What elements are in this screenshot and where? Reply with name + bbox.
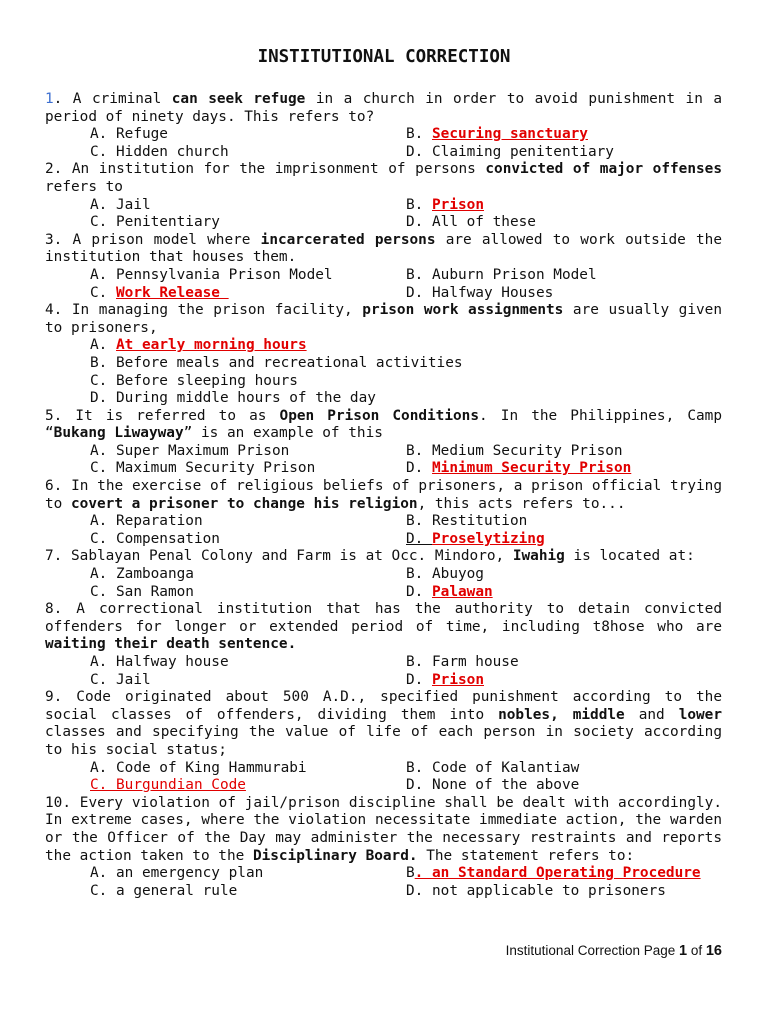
correct-answer: Proselytizing <box>432 530 545 547</box>
choices-row <box>45 777 722 795</box>
question-4 <box>45 302 722 337</box>
correct-answer: Securing sanctuary <box>432 126 588 143</box>
choice-a: A. Reparation <box>90 513 203 530</box>
choice-c: C. San Ramon <box>90 583 194 600</box>
choices-row <box>45 197 722 215</box>
choice-b: B. Medium Security Prison <box>406 442 623 459</box>
question-5 <box>45 408 722 443</box>
choices-row <box>45 865 722 883</box>
question-text: are usually given to prisoners, <box>45 302 722 336</box>
question-keyword: Open Prison Conditions <box>279 407 480 424</box>
question-keyword: nobles, middle <box>498 706 625 723</box>
correct-answer: . an Standard Operating Procedure <box>414 865 701 882</box>
question-8 <box>45 601 722 654</box>
choice-b: B. Auburn Prison Model <box>406 266 597 283</box>
page-footer <box>506 941 722 961</box>
correct-answer: Prison <box>432 671 484 688</box>
choices-row <box>45 654 722 672</box>
choices-row <box>45 443 722 461</box>
question-text: classes and specifying the value of life of each person in society according to his social status; <box>45 724 722 758</box>
choices-row <box>45 144 722 162</box>
choice-c: C. Penitentiary <box>90 214 220 231</box>
choice-b: B. Restitution <box>406 513 528 530</box>
question-9 <box>45 689 722 759</box>
question-text: 8. A correctional institution that has the authority to detain convicted offenders for longer or extended period of time, including t8hose who are <box>45 601 722 635</box>
question-text: . In the Philippines, Camp “ <box>45 407 723 442</box>
question-text: 2. An institution for the imprisonment of persons <box>45 161 486 178</box>
choice-a: A. Zamboanga <box>90 566 194 583</box>
question-3 <box>45 232 722 267</box>
choice-c: C. Jail <box>90 671 151 688</box>
question-keyword: covert a prisoner to change his religion <box>71 495 418 512</box>
choice-a: A. Jail <box>90 196 151 213</box>
choices-row <box>45 267 722 285</box>
question-text: refers to <box>45 178 123 195</box>
question-text: ” is an example of this <box>183 425 383 442</box>
choices-row <box>45 883 722 901</box>
correct-answer: Minimum Security Prison <box>432 460 632 477</box>
choice-d: D. not applicable to prisoners <box>406 882 666 899</box>
document-title: INSTITUTIONAL CORRECTION <box>257 47 511 67</box>
question-text: 10. Every violation of jail/prison discipline shall be dealt with accordingly. In extreme cases, where the violation necessitate immediate action, the warden or the Officer of the Day may administer the necessary restraints and reports the action taken to the <box>45 794 722 864</box>
footer-label: Institutional Correction Page <box>505 943 680 958</box>
correct-answer: Palawan <box>432 583 493 600</box>
choice-c: C. Compensation <box>90 530 220 547</box>
choice-c: C. a general rule <box>90 882 238 899</box>
choice-c <box>90 285 406 303</box>
question-keyword: convicted of major offenses <box>485 161 722 178</box>
question-text: are allowed to work outside the institution that houses them. <box>45 231 722 266</box>
choice-c: C. Hidden church <box>90 143 229 160</box>
choice-d: D. All of these <box>406 214 536 231</box>
choice-letter: D. <box>406 530 432 547</box>
question-text: and <box>624 706 679 723</box>
choice-c: C. Before sleeping hours <box>90 372 298 389</box>
choice-a: A. Halfway house <box>90 654 229 670</box>
choice-a: A. an emergency plan <box>90 865 264 882</box>
question-text: , this acts refers to... <box>417 495 626 512</box>
question-text: 9. Code originated about 500 A.D., specified punishment according to the social classes of offenders, dividing them into <box>45 689 722 723</box>
question-1 <box>45 91 722 126</box>
choices-row <box>45 760 722 778</box>
choice-b: B. Before meals and recreational activities <box>90 354 463 371</box>
choice-d: D. Halfway Houses <box>406 284 554 301</box>
choice-c <box>90 777 406 795</box>
choices-row <box>45 285 722 303</box>
choice-a: A. Super Maximum Prison <box>90 442 290 459</box>
choice-letter: B. <box>406 196 432 213</box>
correct-answer: At early morning hours <box>116 337 307 354</box>
choice-c: C. Maximum Security Prison <box>90 460 316 477</box>
choice-letter: D. <box>406 671 432 688</box>
question-keyword: Iwahig <box>512 548 565 565</box>
choice-letter: B <box>406 865 415 882</box>
choices-row <box>45 126 722 144</box>
choices-row <box>45 214 722 232</box>
question-text: is located at: <box>564 548 695 565</box>
question-text: 4. In managing the prison facility, <box>45 302 363 319</box>
question-keyword: incarcerated persons <box>260 231 436 248</box>
choice-a: A. Pennsylvania Prison Model <box>90 266 333 283</box>
question-keyword: lower <box>678 706 723 723</box>
question-keyword: Bukang Liwayway <box>53 425 184 442</box>
footer-of: of <box>687 943 706 958</box>
choice-b: B. Code of Kalantiaw <box>406 759 580 776</box>
choices-row <box>45 531 722 549</box>
correct-answer: Prison <box>432 196 484 213</box>
page-number: 1 <box>679 943 688 959</box>
correct-answer: C. Burgundian Code <box>90 777 246 794</box>
question-6 <box>45 478 722 513</box>
question-text: 7. Sablayan Penal Colony and Farm is at Occ. Mindoro, <box>45 548 513 565</box>
choices-row <box>45 460 722 478</box>
question-2 <box>45 161 722 196</box>
question-keyword: can seek refuge <box>171 91 306 107</box>
choice-b <box>406 197 484 215</box>
question-7 <box>45 548 722 566</box>
choice-d: D. During middle hours of the day <box>90 390 376 407</box>
question-keyword: waiting their death sentence. <box>45 636 297 653</box>
question-10 <box>45 795 722 865</box>
question-list <box>45 91 722 900</box>
question-number: 1 <box>45 91 54 107</box>
choices-row <box>45 566 722 584</box>
choice-d <box>406 584 493 602</box>
choice-a: A. Code of King Hammurabi <box>90 759 307 776</box>
choice-a: A. Refuge <box>90 126 168 143</box>
question-text: 3. A prison model where <box>45 231 261 248</box>
choice-b: B. Farm house <box>406 654 519 670</box>
correct-answer: Work Release <box>116 284 229 301</box>
choice-letter: A. <box>90 337 116 354</box>
choice-d <box>406 460 631 478</box>
choice-b <box>406 126 588 144</box>
choice-letter: B. <box>406 126 432 143</box>
question-text: 6. In the exercise of religious beliefs of prisoners, a prison official trying to <box>45 478 722 512</box>
page-total: 16 <box>705 943 722 959</box>
question-text: 5. It is referred to as <box>45 407 280 424</box>
question-text: . A criminal <box>53 91 172 107</box>
choice-b <box>406 865 701 883</box>
choice-b: B. Abuyog <box>406 566 484 583</box>
choice-d: D. Claiming penitentiary <box>406 143 614 160</box>
choices-row <box>45 513 722 531</box>
choice-d <box>406 672 484 690</box>
choice-letter: D. <box>406 460 432 477</box>
choices-row <box>45 584 722 602</box>
question-text: The statement refers to: <box>417 847 635 864</box>
choices-row <box>45 672 722 690</box>
choice-letter: C. <box>90 284 116 301</box>
choice-d: D. None of the above <box>406 777 580 794</box>
choice-d <box>406 531 545 549</box>
question-text: in a church in order to avoid punishment in a period of ninety days. This refers to? <box>45 91 722 125</box>
question-keyword: Disciplinary Board. <box>252 847 418 864</box>
choice-letter: D. <box>406 583 432 600</box>
question-keyword: prison work assignments <box>362 302 564 319</box>
choice-a <box>45 337 722 355</box>
